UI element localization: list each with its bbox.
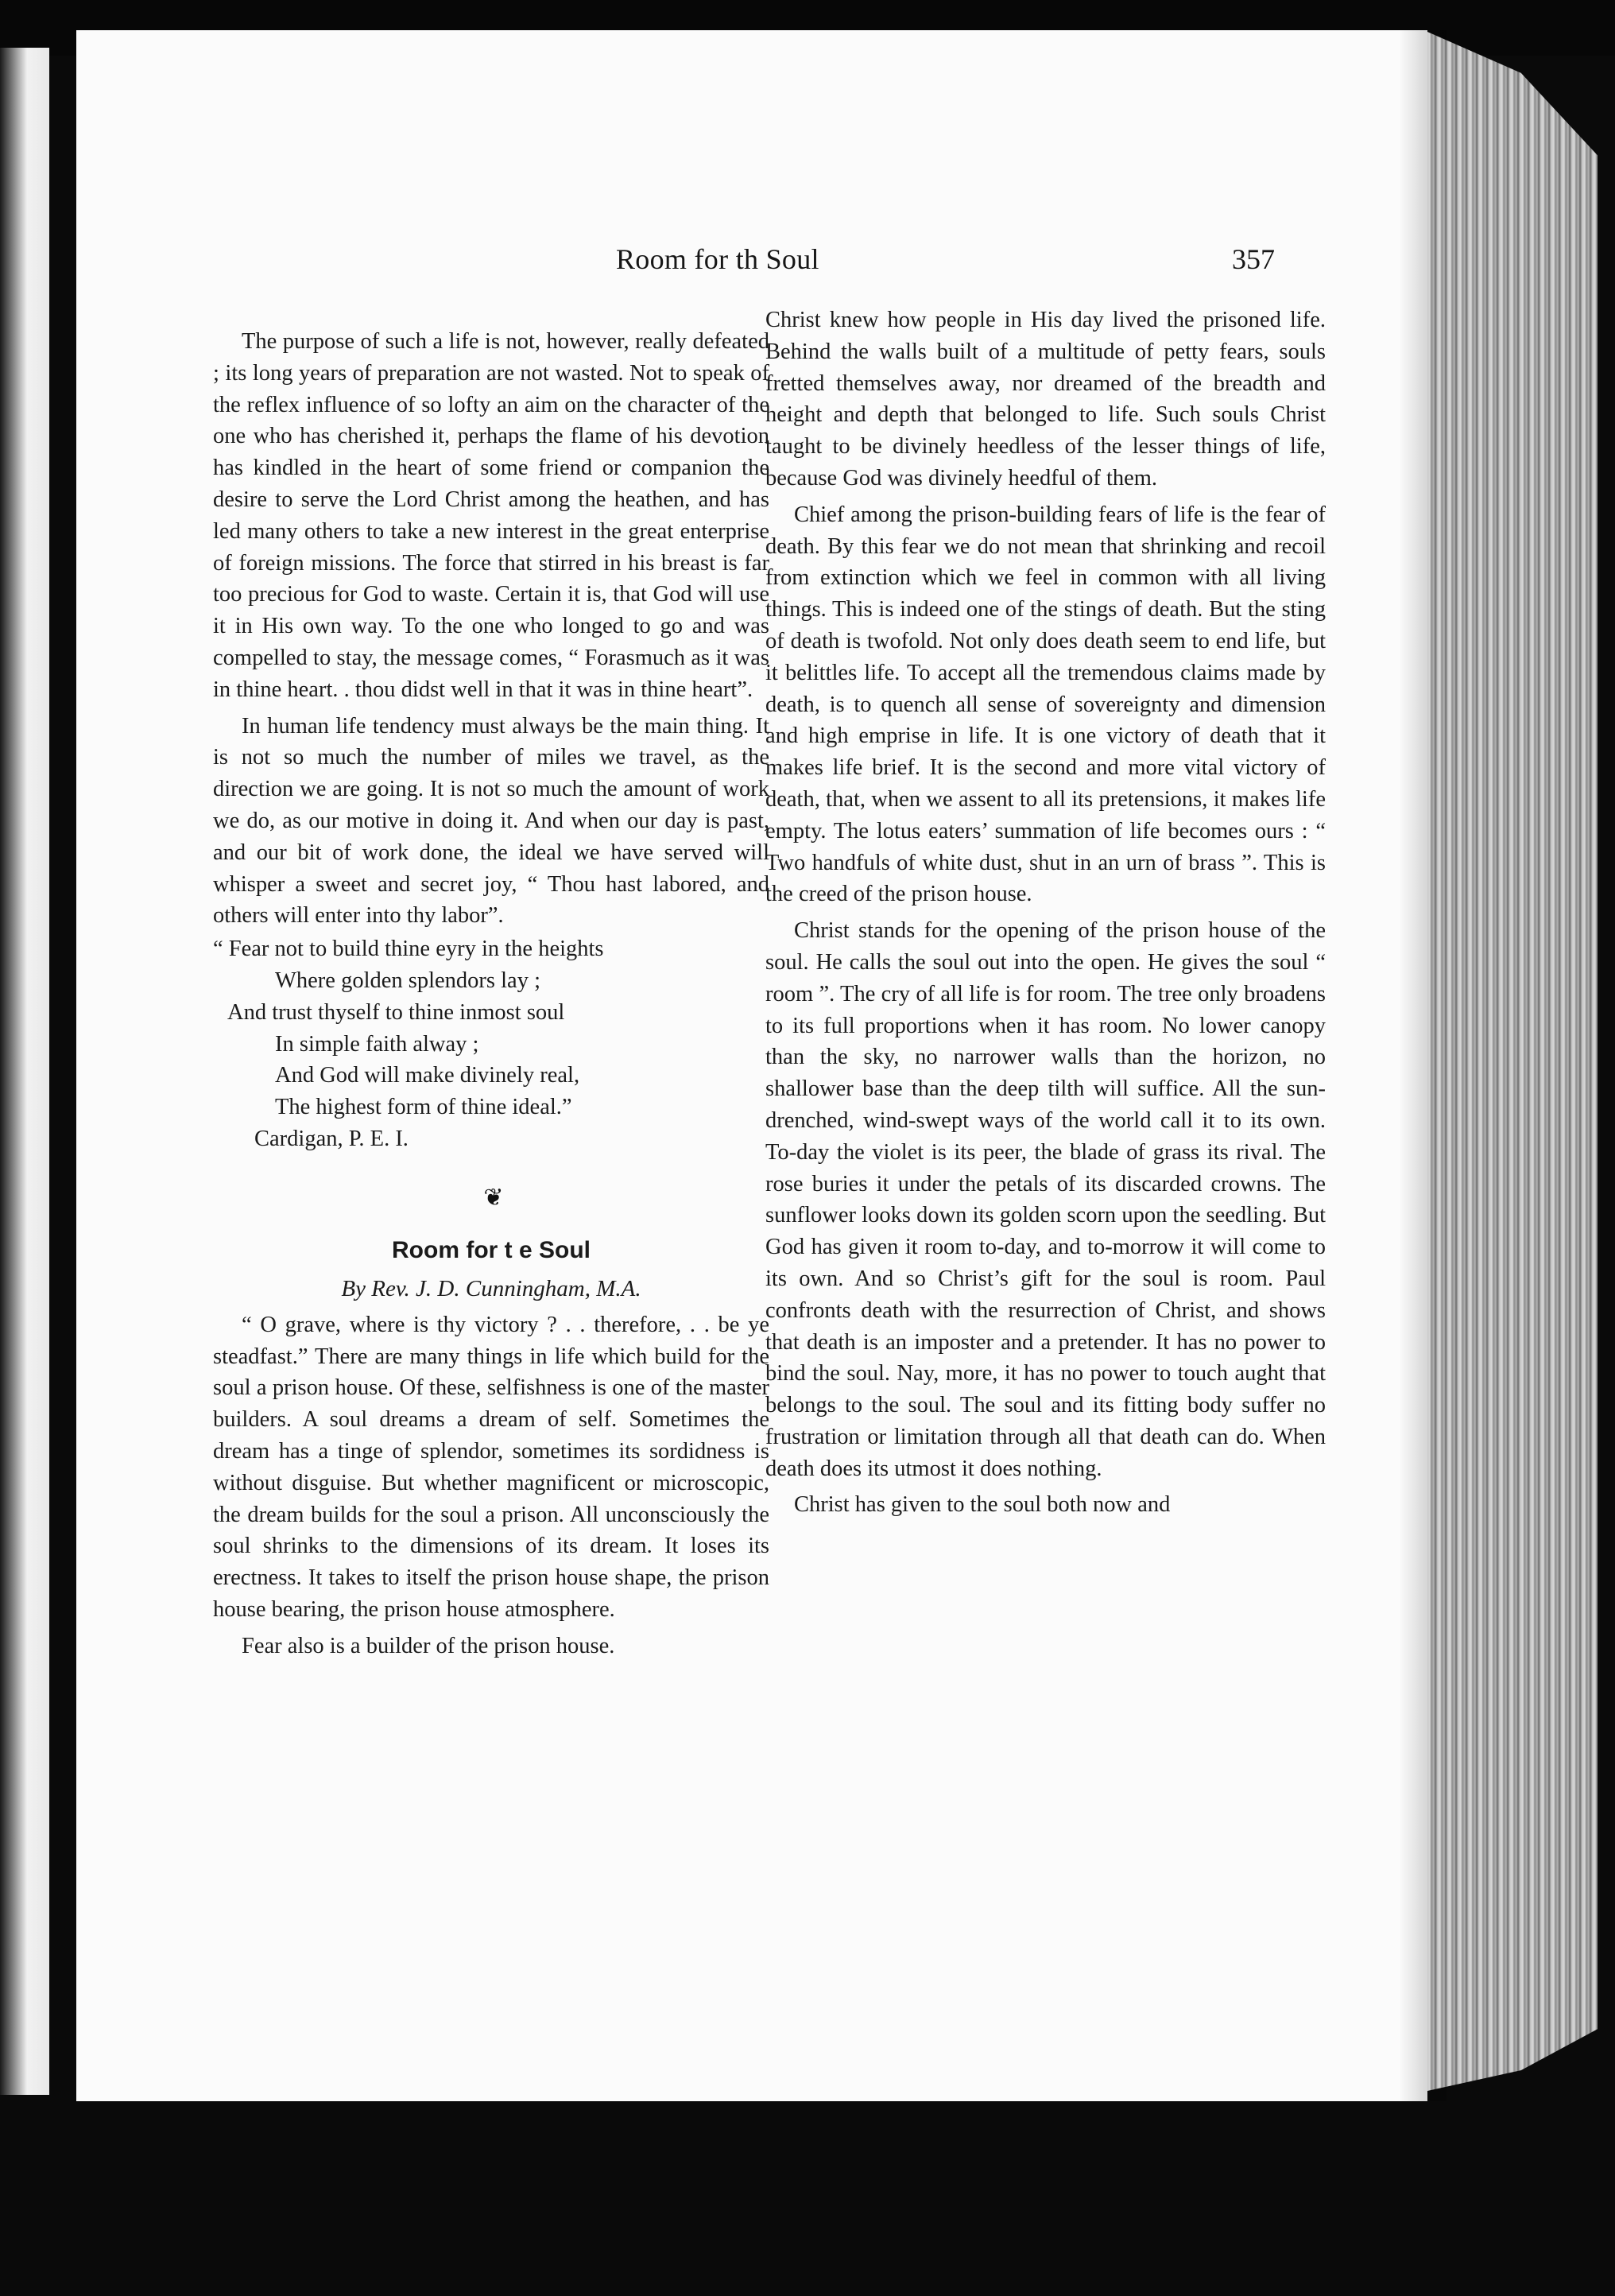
poem-line: “ Fear not to build thine eyry in the heights bbox=[213, 937, 604, 962]
poem-line: The highest form of thine ideal.” bbox=[275, 1095, 572, 1120]
poem-line: And trust thyself to thine inmost soul bbox=[227, 999, 565, 1025]
running-head: Room for th Soul bbox=[616, 243, 819, 275]
paragraph: Fear also is a builder of the prison house. bbox=[242, 1633, 615, 1658]
paragraph: Christ stands for the opening of the prison house of the soul. He calls the soul out into the open. He gives the soul “ room ”. The cry of all life is for room. The tree only broadens to its full proportions when it has room. No lower canopy than the sky, no narrower walls than the horizon, no shallower base than the deep tilth will suffice. All the sun-drenched, wind-swept ways of the world call it to its own. To-day the violet is its peer, the blade of grass its rival. The rose buries it under the petals of its discarded crowns. The sunflower looks down its golden scorn upon the seedling. But God has given it room to-day, and to-morrow it will come to its own. And so Christ’s gift for the soul is room. Paul confronts death with the resurrection of Christ, and shows that death is an imposter and a pretender. It has no power to bind the soul. Nay, more, it has no power to touch aught that belongs to the soul. The soul and its fitting body suffer no frustration or limitation through all that death can do. When death does its utmost it does nothing. bbox=[765, 918, 1326, 1481]
paragraph: The purpose of such a life is not, however, really defeated ; its long years of preparation are not wasted. Not to speak of the reflex influence of so lofty an aim on the character of the one who has cherished it, perhaps the flame of his devotion has kindled in the heart of some friend or companion the desire to serve the Lord Christ among the heathen, and has led many others to take a new interest in the great enterprise of foreign missions. The force that stirred in his breast is far too precious for God to waste. Certain it is, that God will use it in His own way. To the one who longed to go and was compelled to stay, the message comes, “ Forasmuch as it was in thine heart. . thou didst well in that it was in thine heart”. bbox=[213, 329, 769, 702]
article-title: Room for t e Soul bbox=[392, 1236, 591, 1263]
left-column bbox=[213, 326, 769, 1662]
poem bbox=[213, 933, 769, 1155]
paragraph: Christ has given to the soul both now and bbox=[794, 1492, 1171, 1518]
page-number: 357 bbox=[1232, 243, 1275, 275]
ornament-icon: ❦ bbox=[483, 1184, 499, 1211]
paragraph: In human life tendency must always be the main thing. It is not so much the number of miles we travel, as the direction we are going. It is not so much the amount of work we do, as our motive in doing it. And when our day is past, and our bit of work done, the ideal we have served will whisper a sweet and secret joy, “ Thou hast labored, and others will enter into thy labor”. bbox=[213, 713, 769, 929]
paragraph: Chief among the prison-building fears of life is the fear of death. By this fear we do not mean that shrinking and recoil from extinction which we feel in common with all living things. This is indeed one of the stings of death. But the sting of death is twofold. Not only does death seem to end life, but it belittles life. To accept all the tremendous claims made by death, is to quench all sense of sovereignty and dimension and high emprise in life. It is one victory of death that it makes life brief. It is the second and more vital victory of death, that, when we assent to all its pretensions, it makes life empty. The lotus eaters’ summation of life becomes ours : “ Two handfuls of white dust, shut in an urn of brass ”. This is the creed of the prison house. bbox=[765, 502, 1326, 907]
poem-signature: Cardigan, P. E. I. bbox=[254, 1126, 409, 1151]
paragraph: “ O grave, where is thy victory ? . . therefore, . . be ye steadfast.” There are many things in life which build for the soul a prison house. Of these, selfishness is one of the master builders. A soul dreams a dream of self. Sometimes the dream has a tinge of splendor, sometimes its sordidness is without disguise. But whether magnificent or microscopic, the dream builds for the soul a prison. All unconsciously the soul shrinks to the dimensions of its dream. It loses its erectness. It takes to itself the prison house shape, the prison house bearing, the prison house atmosphere. bbox=[213, 1312, 769, 1622]
paragraph: Christ knew how people in His day lived the prisoned life. Behind the walls built of a multitude of petty fears, souls fretted themselves away, nor dreamed of the breadth and height and depth that belonged to life. Such souls Christ taught to be divinely heedless of the lesser things of life, because God was divinely heedful of them. bbox=[765, 308, 1326, 491]
poem-line: And God will make divinely real, bbox=[275, 1063, 580, 1088]
page-stack-edges bbox=[1427, 32, 1598, 2091]
poem-line: Where golden splendors lay ; bbox=[275, 968, 540, 993]
right-column bbox=[765, 304, 1326, 1521]
article-byline: By Rev. J. D. Cunningham, M.A. bbox=[341, 1275, 641, 1301]
previous-page-edge bbox=[0, 48, 49, 2095]
poem-line: In simple faith alway ; bbox=[275, 1031, 479, 1057]
